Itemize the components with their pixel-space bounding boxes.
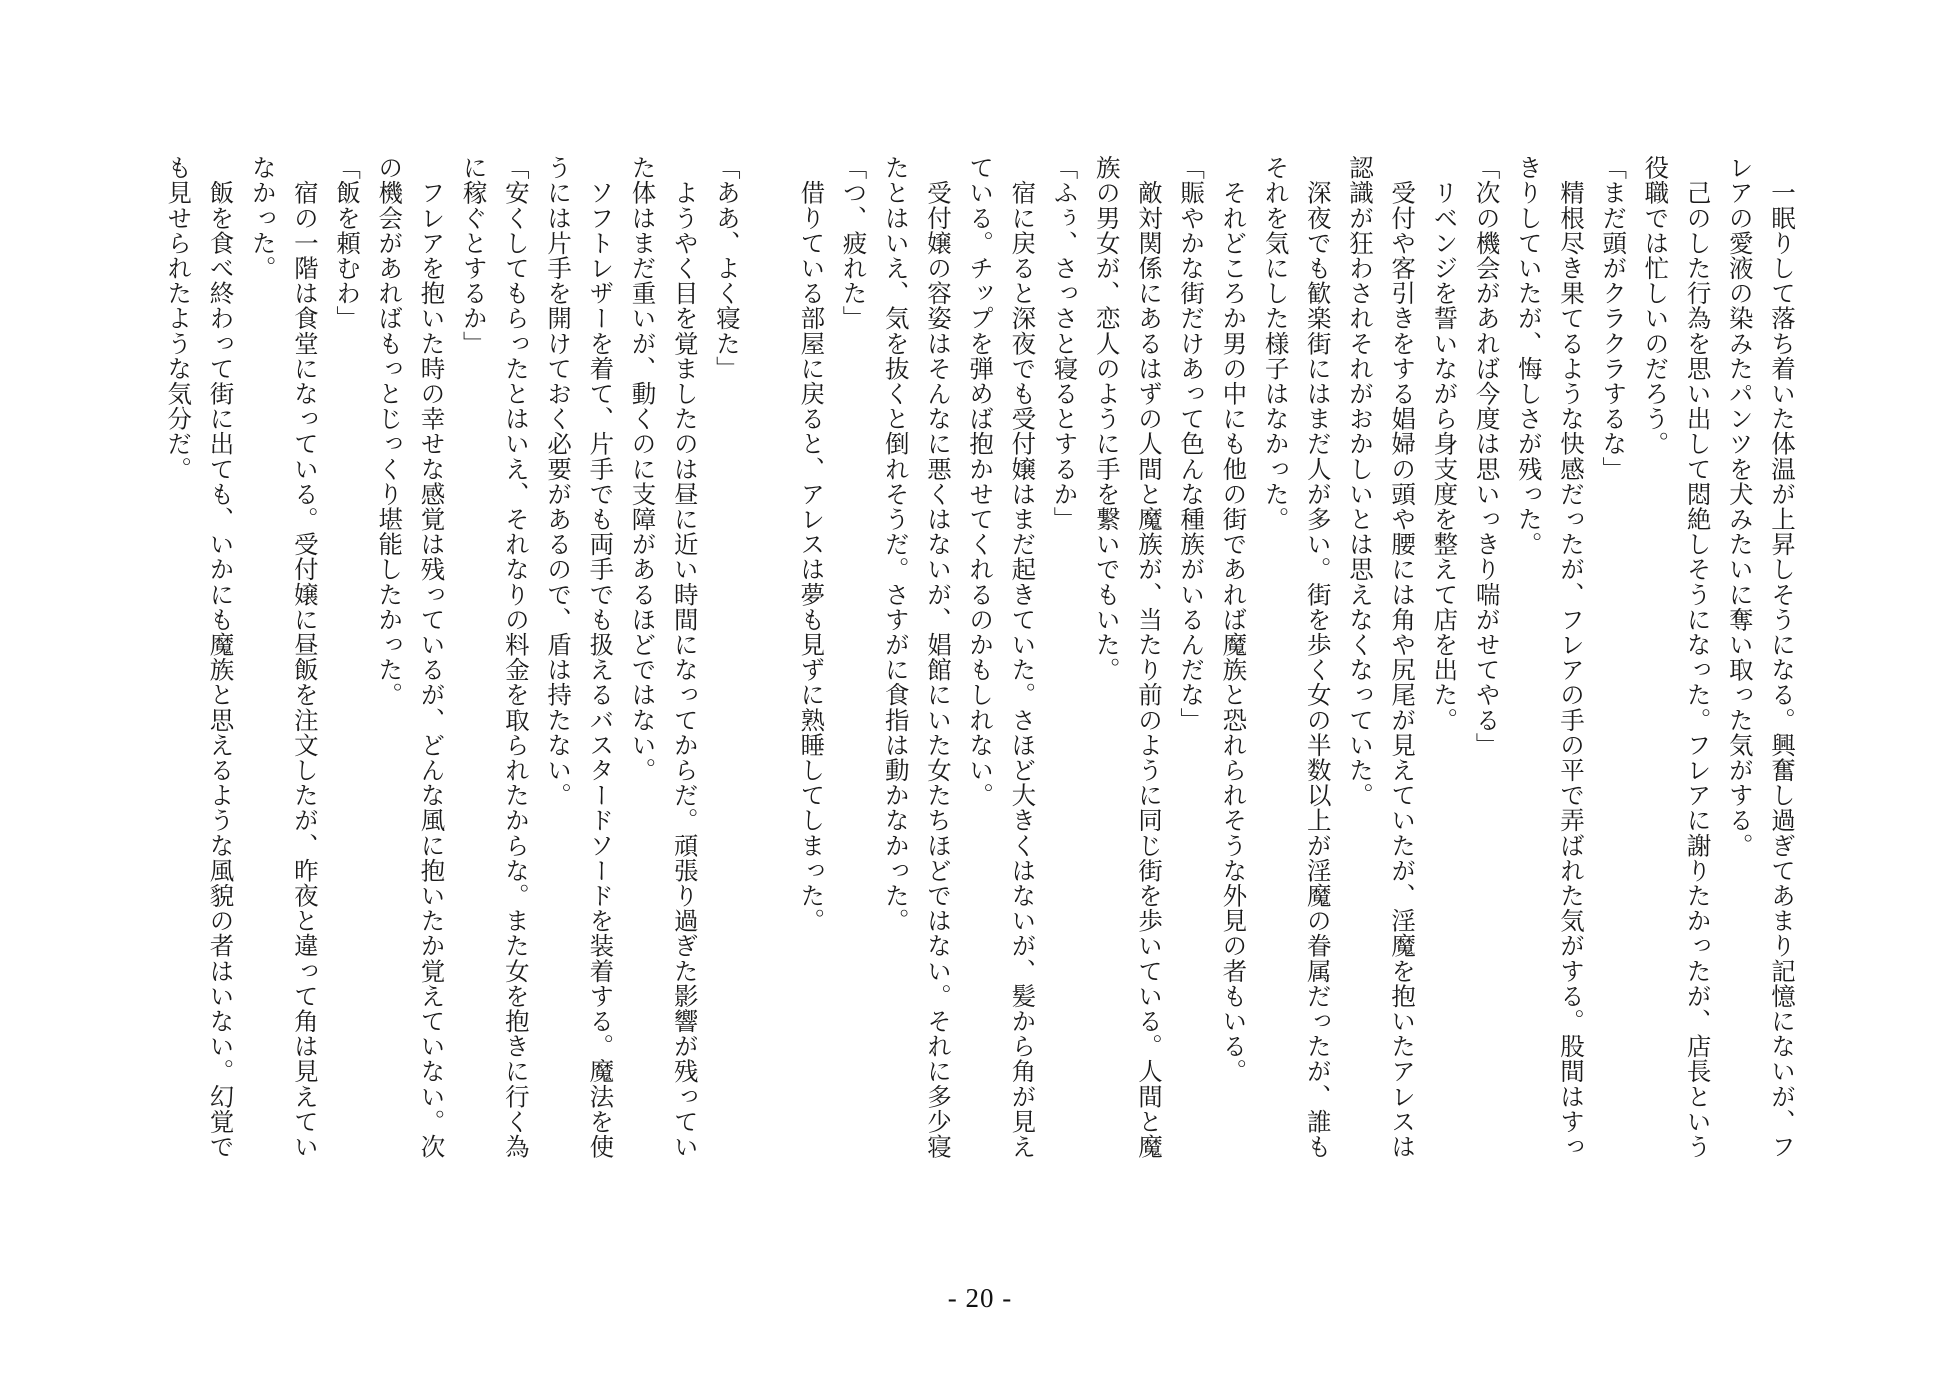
section-break: [748, 155, 790, 1160]
dialogue-line: に稼ぐとするか」: [459, 155, 489, 356]
text-line: の機会があればもっとじっくり堪能したかった。: [375, 155, 405, 708]
text-line: 一眠りして落ち着いた体温が上昇しそうになる。興奮し過ぎてあまり記憶にないが、フ: [1768, 155, 1797, 1159]
text-line: 受付嬢の容姿はそんなに悪くはないが、娼館にいた女たちほどではない。それに多少寝: [923, 155, 953, 1159]
text-line: フレアを抱いた時の幸せな感覚は残っているが、どんな風に抱いたか覚えていない。次: [417, 155, 447, 1159]
text-line: うには片手を開けておく必要があるので、盾は持たない。: [544, 155, 574, 808]
text-line: 深夜でも歓楽街にはまだ人が多い。街を歩く女の半数以上が淫魔の眷属だったが、誰も: [1303, 155, 1333, 1159]
text-line: も見せられたような気分だ。: [164, 155, 194, 482]
text-line: 敵対関係にあるはずの人間と魔族が、当たり前のように同じ街を歩いている。人間と魔: [1134, 155, 1164, 1159]
text-line: 役職では忙しいのだろう。: [1641, 155, 1671, 457]
dialogue-line: 「つ、疲れた」: [839, 155, 869, 331]
vertical-text-body: [157, 155, 1803, 1160]
dialogue-line: 「安くしてもらったとはいえ、それなりの料金を取られたからな。また女を抱きに行く為: [501, 155, 531, 1159]
text-line: ようやく目を覚ましたのは昼に近い時間になってからだ。頑張り過ぎた影響が残ってい: [670, 155, 700, 1159]
dialogue-line: 「ああ、よく寝た」: [712, 155, 742, 381]
text-line: 受付や客引きをする娼婦の頭や腰には角や尻尾が見えていたが、淫魔を抱いたアレスは: [1388, 155, 1418, 1159]
text-line: 宿に戻ると深夜でも受付嬢はまだ起きていた。さほど大きくはないが、髪から角が見え: [1008, 155, 1038, 1159]
text-line: レアの愛液の染みたパンツを犬みたいに奪い取った気がする。: [1725, 155, 1755, 858]
text-line: 認識が狂わされそれがおかしいとは思えなくなっていた。: [1345, 155, 1375, 808]
text-line: それどころか男の中にも他の街であれば魔族と恐れられそうな外見の者もいる。: [1219, 155, 1249, 1084]
text-line: たとはいえ、気を抜くと倒れそうだ。さすがに食指は動かなかった。: [881, 155, 911, 934]
text-line: 飯を食べ終わって街に出ても、いかにも魔族と思えるような風貌の者はいない。幻覚で: [206, 155, 236, 1159]
dialogue-line: 「まだ頭がクラクラするな」: [1599, 155, 1629, 482]
text-line: ソフトレザーを着て、片手でも両手でも扱えるバスタードソードを装着する。魔法を使: [586, 155, 616, 1159]
text-line: ている。チップを弾めば抱かせてくれるのかもしれない。: [966, 155, 996, 808]
text-line: た体はまだ重いが、動くのに支障があるほどではない。: [628, 155, 658, 783]
dialogue-line: 「次の機会があれば今度は思いっきり喘がせてやる」: [1472, 155, 1502, 758]
dialogue-line: 「賑やかな街だけあって色んな種族がいるんだな」: [1177, 155, 1207, 733]
text-line: 族の男女が、恋人のように手を繋いでもいた。: [1092, 155, 1122, 683]
page-number: - 20 -: [947, 1283, 1013, 1313]
dialogue-line: 「ふぅ、さっさと寝るとするか」: [1050, 155, 1080, 532]
text-line: 借りている部屋に戻ると、アレスは夢も見ずに熟睡してしまった。: [797, 155, 827, 934]
text-line: それを気にした様子はなかった。: [1261, 155, 1291, 532]
dialogue-line: 「飯を頼むわ」: [333, 155, 363, 331]
text-line: きりしていたが、悔しさが残った。: [1514, 155, 1544, 557]
text-line: 精根尽き果てるような快感だったが、フレアの手の平で弄ばれた気がする。股間はすっ: [1556, 155, 1586, 1159]
text-line: なかった。: [248, 155, 278, 281]
text-line: 己のした行為を思い出して悶絶しそうになった。フレアに謝りたかったが、店長という: [1683, 155, 1713, 1159]
text-line: 宿の一階は食堂になっている。受付嬢に昼飯を注文したが、昨夜と違って角は見えてい: [290, 155, 320, 1159]
text-line: リベンジを誓いながら身支度を整えて店を出た。: [1430, 155, 1460, 733]
